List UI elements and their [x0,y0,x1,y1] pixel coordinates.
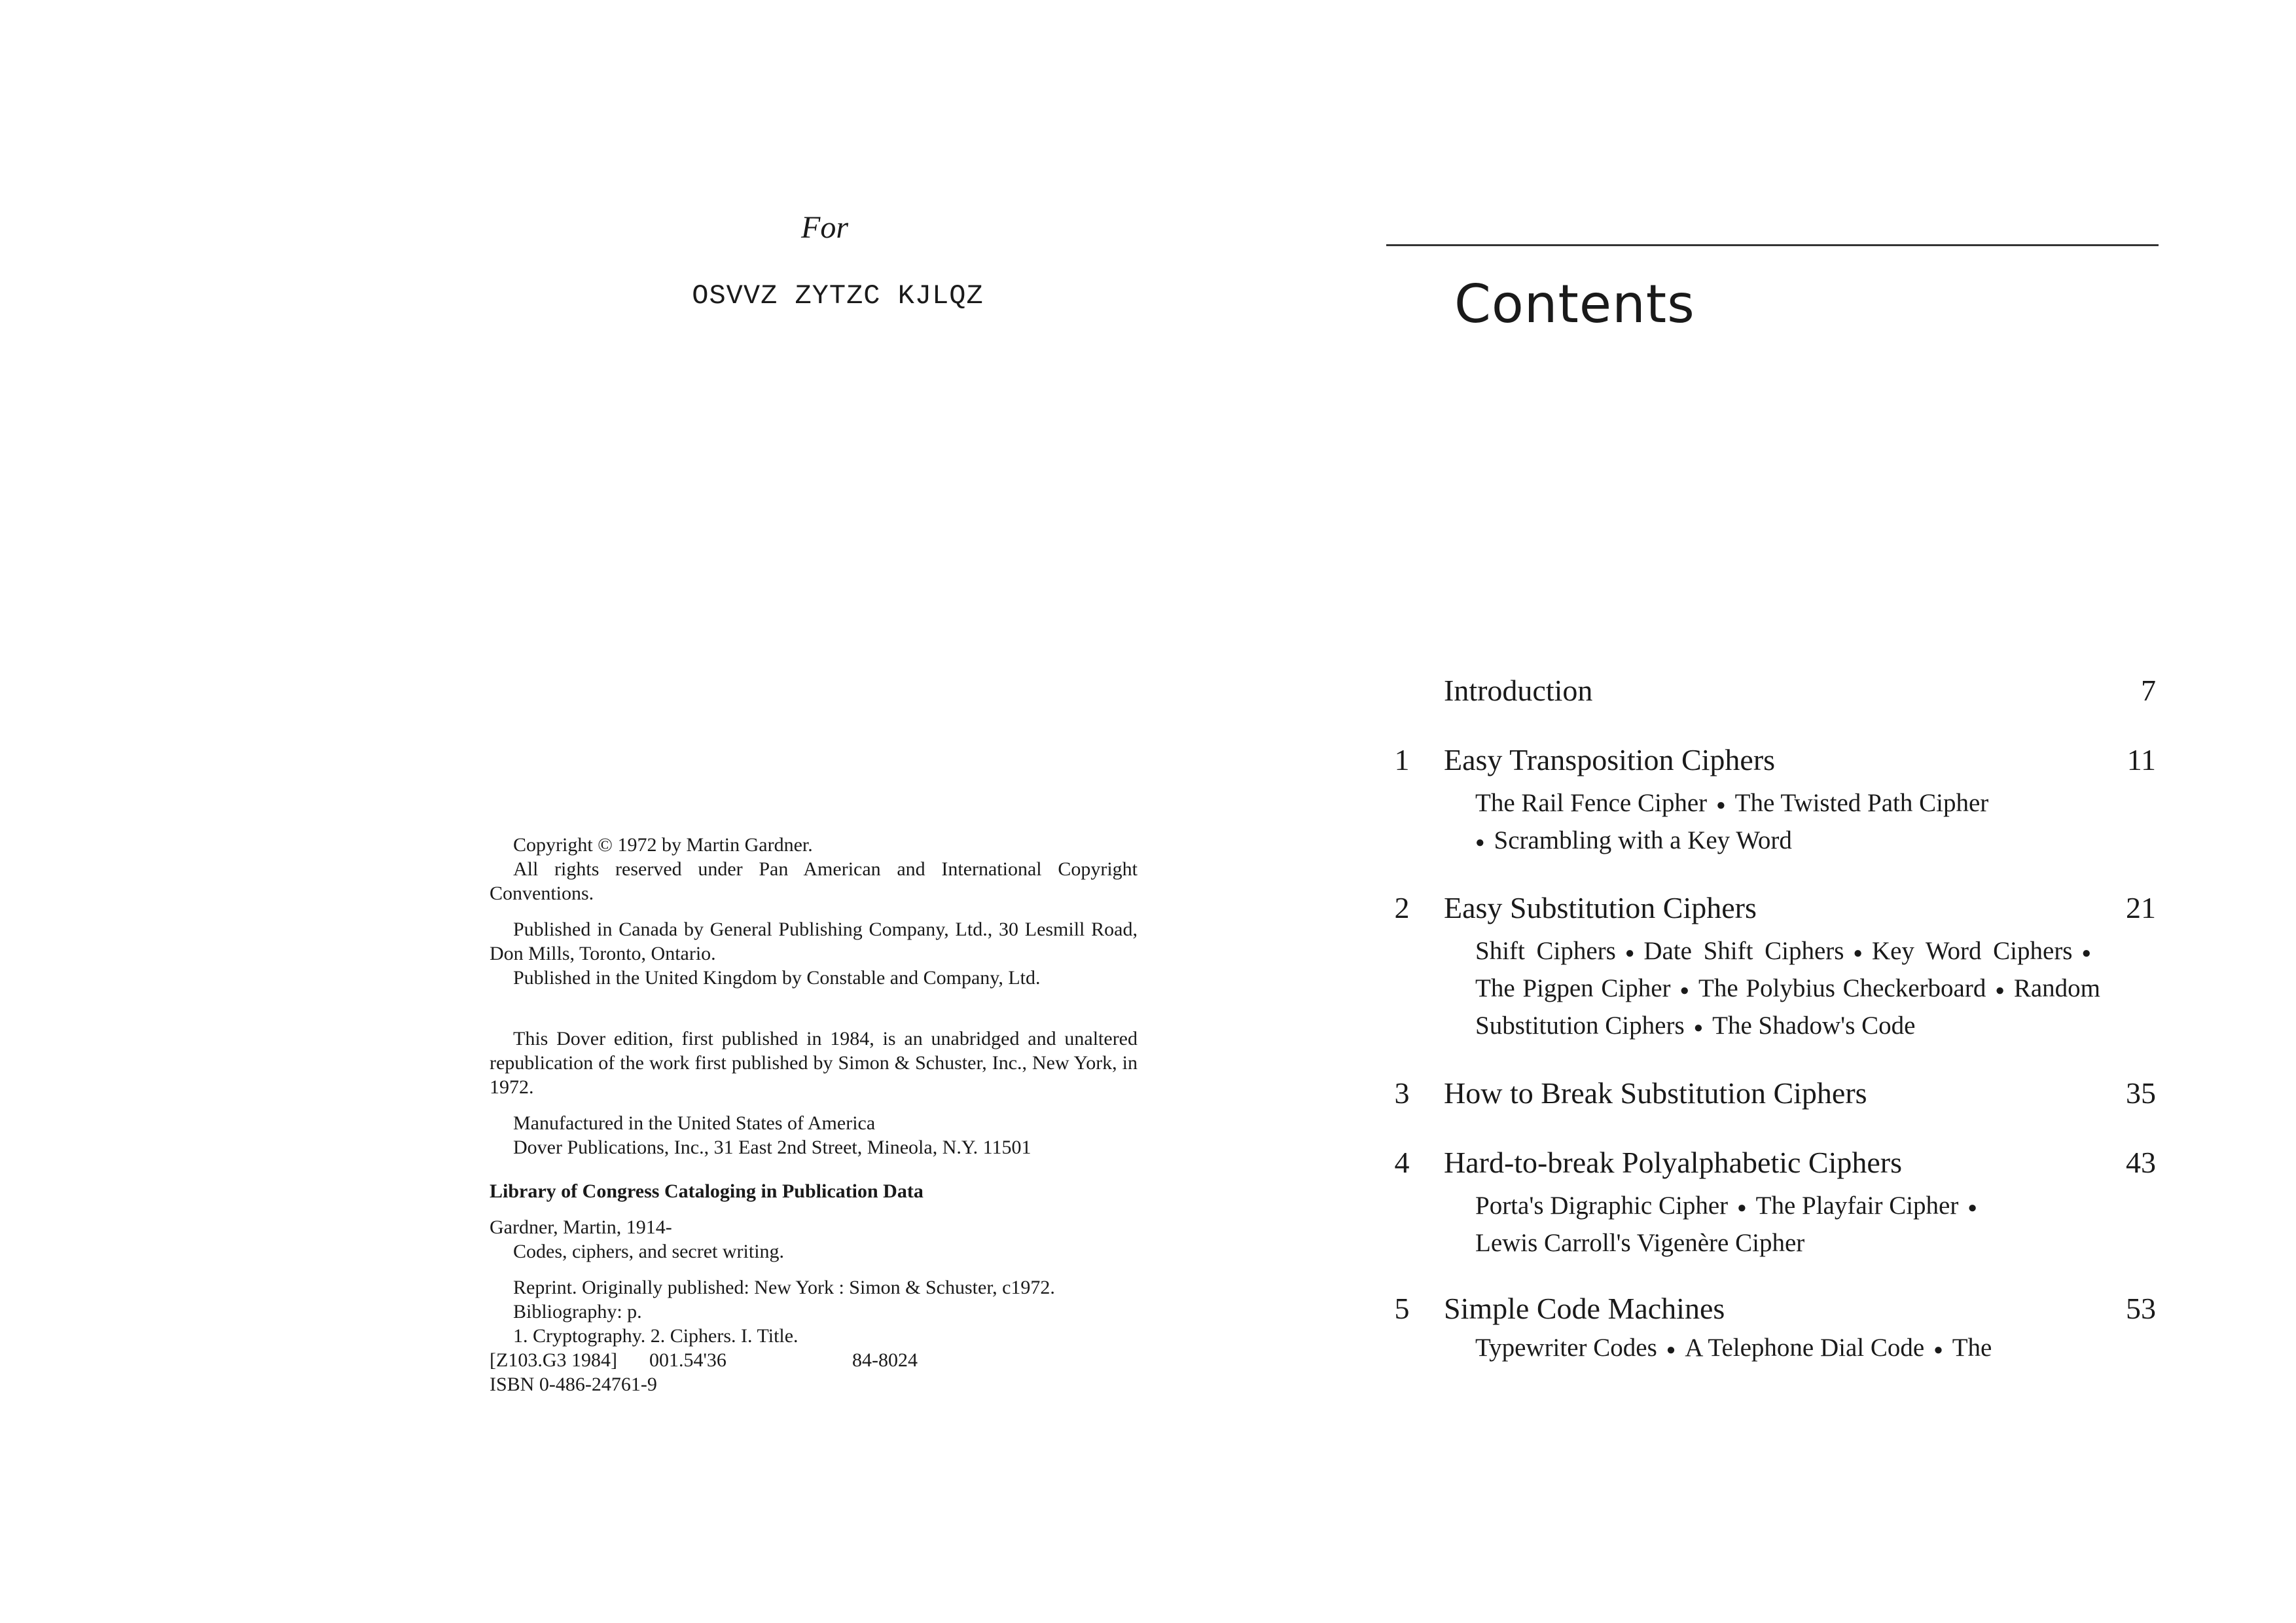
catalog-title: Codes, ciphers, and secret writing. [513,1241,785,1262]
toc-entry [1389,1072,2161,1115]
separator-dot-icon: ● [1475,834,1485,852]
contents-rule [1386,244,2159,246]
toc-entry-title: Hard-to-break Polyalphabetic Ciphers [1444,1146,1902,1180]
toc-entry-page: 43 [2126,1146,2156,1180]
toc-entry-head [1389,1141,2161,1184]
loc-heading: Library of Congress Cataloging in Publication Data [490,1180,924,1202]
toc-subtopic: Typewriter Codes [1475,1334,1657,1362]
toc-subtopic: Porta's Digraphic Cipher [1475,1192,1729,1220]
separator-dot-icon: ● [1716,797,1726,814]
toc-subtopic: Lewis Carroll's Vigenère Cipher [1475,1229,1805,1258]
toc-subtopic: Random Substitution Ciphers [1475,974,2100,1040]
toc-subtopics [1475,1330,2100,1368]
toc-entry [1389,669,2161,712]
catalog-call-number: [Z103.G3 1984] [490,1349,617,1371]
published-canada: Published in Canada by General Publishing Company, Ltd., 30 Lesmill Road, Don Mills, Toronto, Ontario. [490,919,1138,964]
toc-subtopic: The Playfair Cipher [1755,1192,1959,1220]
catalog-bibliography: Bibliography: p. [513,1301,642,1322]
toc-subtopic: The Polybius Checkerboard [1698,974,1986,1003]
toc-entry-title: Introduction [1444,674,1593,707]
catalog-dewey: 001.54'36 [649,1349,726,1371]
toc-entry-page: 21 [2126,891,2156,925]
toc-entry [1389,1287,2161,1368]
dedication-for: For [801,210,848,245]
toc-entry-page: 35 [2126,1076,2156,1110]
toc-entry-page: 53 [2126,1292,2156,1326]
toc-entry [1389,739,2161,860]
toc-entry [1389,886,2161,1046]
toc-subtopic: Shift Ciphers [1475,937,1616,966]
toc-subtopic: Scrambling with a Key Word [1494,826,1792,855]
toc-entry-page: 7 [2141,674,2156,707]
toc-entry-page: 11 [2126,743,2156,776]
separator-dot-icon: ● [2081,945,2091,962]
toc-subtopic: The [1952,1334,1992,1362]
toc-subtopic: A Telephone Dial Code [1685,1334,1925,1362]
toc-entry-head [1389,739,2161,782]
catalog-isbn: ISBN 0-486-24761-9 [490,1374,657,1395]
separator-dot-icon: ● [1995,982,2005,1000]
toc-entry-number: 5 [1394,1292,1410,1326]
toc-subtopic: The Shadow's Code [1712,1012,1916,1040]
toc-subtopics [1475,934,2100,1046]
toc-subtopic: The Pigpen Cipher [1475,974,1671,1003]
rights-reserved: All rights reserved under Pan American and International Copyright Conventions. [490,858,1138,904]
dedication-cipher: OSVVZ ZYTZC KJLQZ [692,280,984,312]
catalog-reprint: Reprint. Originally published: New York : Simon & Schuster, c1972. [513,1277,1055,1298]
separator-dot-icon: ● [1967,1199,1977,1217]
toc-subtopic: Key Word Ciphers [1871,937,2073,966]
toc-entry-head [1389,886,2161,930]
toc-subtopic: The Twisted Path Cipher [1734,789,1989,817]
toc-entry-head [1389,1072,2161,1115]
toc-entry-title: Easy Transposition Ciphers [1444,743,1776,776]
toc-subtopics [1475,786,2100,860]
toc-subtopic: The Rail Fence Cipher [1475,789,1708,817]
toc-entry-number: 2 [1394,891,1410,925]
copyright-block [490,833,1138,1396]
toc-entry-head [1389,1287,2161,1330]
toc-subtopics [1475,1188,2100,1261]
right-page [1148,0,2296,1623]
toc-entry-number: 3 [1394,1076,1410,1110]
toc-subtopic: Date Shift Ciphers [1643,937,1844,966]
toc-entry-number: 1 [1394,743,1410,776]
table-of-contents [1389,669,2161,1394]
manufactured-in: Manufactured in the United States of America [513,1112,876,1134]
separator-dot-icon: ● [1624,945,1635,962]
toc-entry-title: Easy Substitution Ciphers [1444,891,1757,925]
separator-dot-icon: ● [1853,945,1863,962]
catalog-lccn: 84-8024 [852,1349,918,1371]
dover-edition: This Dover edition, first published in 1984, is an unabridged and unaltered republication of the work first published by Simon & Schuster, Inc., New York, in 1972. [490,1028,1138,1098]
catalog-author: Gardner, Martin, 1914- [490,1216,672,1238]
toc-entry-number: 4 [1394,1146,1410,1180]
toc-entry-title: How to Break Substitution Ciphers [1444,1076,1867,1110]
copyright-line: Copyright © 1972 by Martin Gardner. [513,834,813,856]
separator-dot-icon: ● [1737,1199,1747,1217]
published-uk: Published in the United Kingdom by Constable and Company, Ltd. [513,967,1041,989]
separator-dot-icon: ● [1933,1341,1943,1359]
separator-dot-icon: ● [1693,1019,1704,1037]
contents-title: Contents [1454,274,1695,335]
separator-dot-icon: ● [1679,982,1690,1000]
catalog-numbers-row [490,1348,1138,1372]
toc-entry [1389,1141,2161,1261]
toc-entry-head [1389,669,2161,712]
toc-entry-title: Simple Code Machines [1444,1292,1725,1326]
separator-dot-icon: ● [1666,1341,1676,1359]
publisher-address: Dover Publications, Inc., 31 East 2nd Street, Mineola, N.Y. 11501 [513,1137,1031,1158]
catalog-subjects: 1. Cryptography. 2. Ciphers. I. Title. [513,1325,798,1347]
